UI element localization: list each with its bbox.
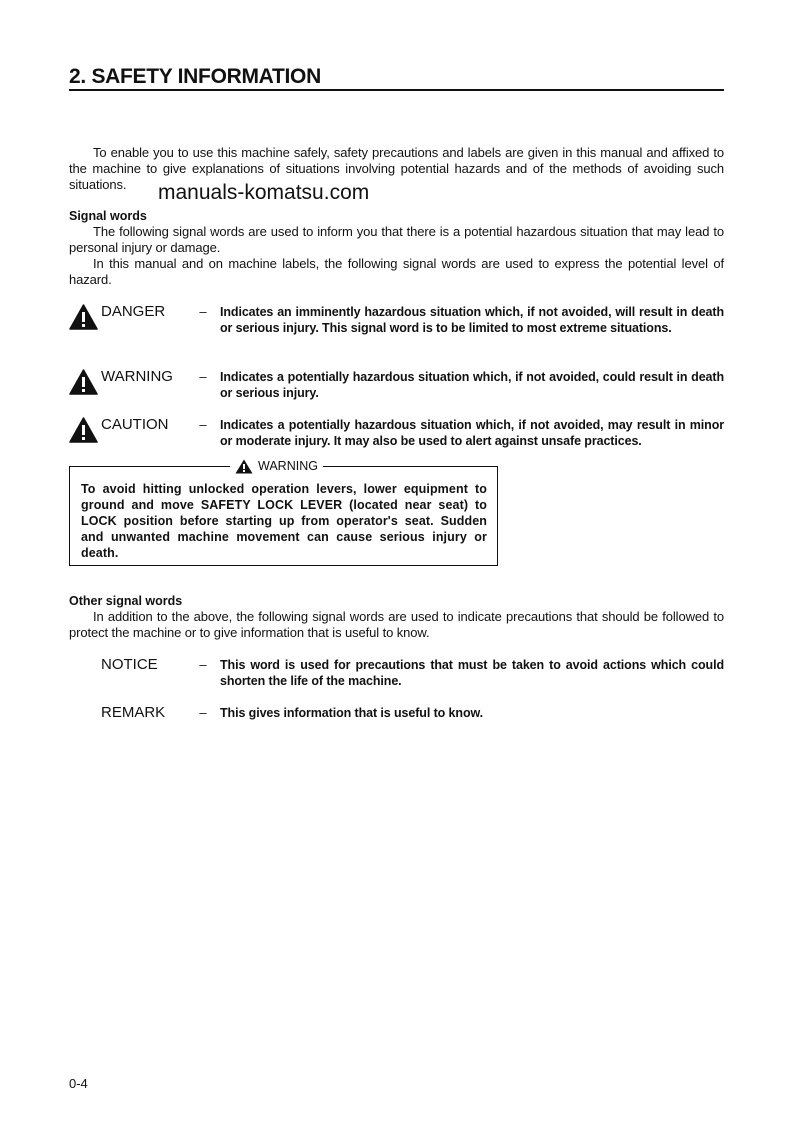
dash: – [199, 705, 207, 720]
signal-word-label: WARNING [101, 368, 173, 385]
dash: – [199, 369, 207, 384]
signal-word-label: CAUTION [101, 416, 169, 433]
watermark-text: manuals-komatsu.com [158, 181, 370, 204]
signal-words-paragraph-2: In this manual and on machine labels, the following signal words are used to express the potential level of hazard. [69, 256, 724, 287]
signal-word-description: Indicates a potentially hazardous situation which, if not avoided, could result in death or serious injury. [220, 370, 724, 400]
signal-word-description: Indicates a potentially hazardous situation which, if not avoided, may result in minor or moderate injury. It may also be used to alert against unsafe practices. [220, 418, 724, 448]
signal-word-label: DANGER [101, 303, 166, 320]
warning-box-label: WARNING [258, 459, 318, 473]
other-signal-words-heading: Other signal words [69, 594, 183, 608]
warning-triangle-icon [235, 459, 253, 474]
signal-word-caution [69, 416, 724, 449]
page-title: 2. SAFETY INFORMATION [69, 64, 724, 91]
signal-word-description: This word is used for precautions that must be taken to avoid actions which could shorten the life of the machine. [220, 658, 724, 688]
signal-words-heading: Signal words [69, 209, 147, 223]
warning-box-text: To avoid hitting unlocked operation levers, lower equipment to ground and move SAFETY LOCK LEVER (located near seat) to LOCK position before starting up from operator's seat. Sudden and unwanted machine movement can cause serious injury or death. [81, 482, 487, 560]
signal-word-danger [69, 303, 724, 336]
signal-word-description: Indicates an imminently hazardous situation which, if not avoided, will result in death or serious injury. This signal word is to be limited to most extreme situations. [220, 305, 724, 335]
dash: – [199, 304, 207, 319]
warning-triangle-icon [69, 369, 98, 395]
warning-triangle-icon [69, 304, 98, 330]
signal-words-paragraph-1: The following signal words are used to inform you that there is a potential hazardous situation that may lead to personal injury or damage. [69, 224, 724, 255]
signal-word-label: REMARK [101, 704, 166, 721]
other-signal-words-paragraph: In addition to the above, the following signal words are used to indicate precautions that should be followed to protect the machine or to give information that is useful to know. [69, 609, 724, 640]
signal-word-label: NOTICE [101, 656, 158, 673]
dash: – [199, 417, 207, 432]
intro-paragraph: To enable you to use this machine safely, safety precautions and labels are given in this manual and affixed to the machine to give explanations of situations involving potential hazards and of the methods of avoiding such situations. [69, 145, 724, 192]
signal-word-notice [69, 656, 724, 689]
warning-box-legend [230, 458, 323, 474]
signal-word-description: This gives information that is useful to know. [220, 706, 484, 720]
warning-box [69, 459, 498, 566]
dash: – [199, 657, 207, 672]
signal-word-warning [69, 368, 724, 401]
signal-word-remark [69, 704, 724, 722]
warning-triangle-icon [69, 417, 98, 443]
page-number: 0-4 [69, 1076, 88, 1091]
